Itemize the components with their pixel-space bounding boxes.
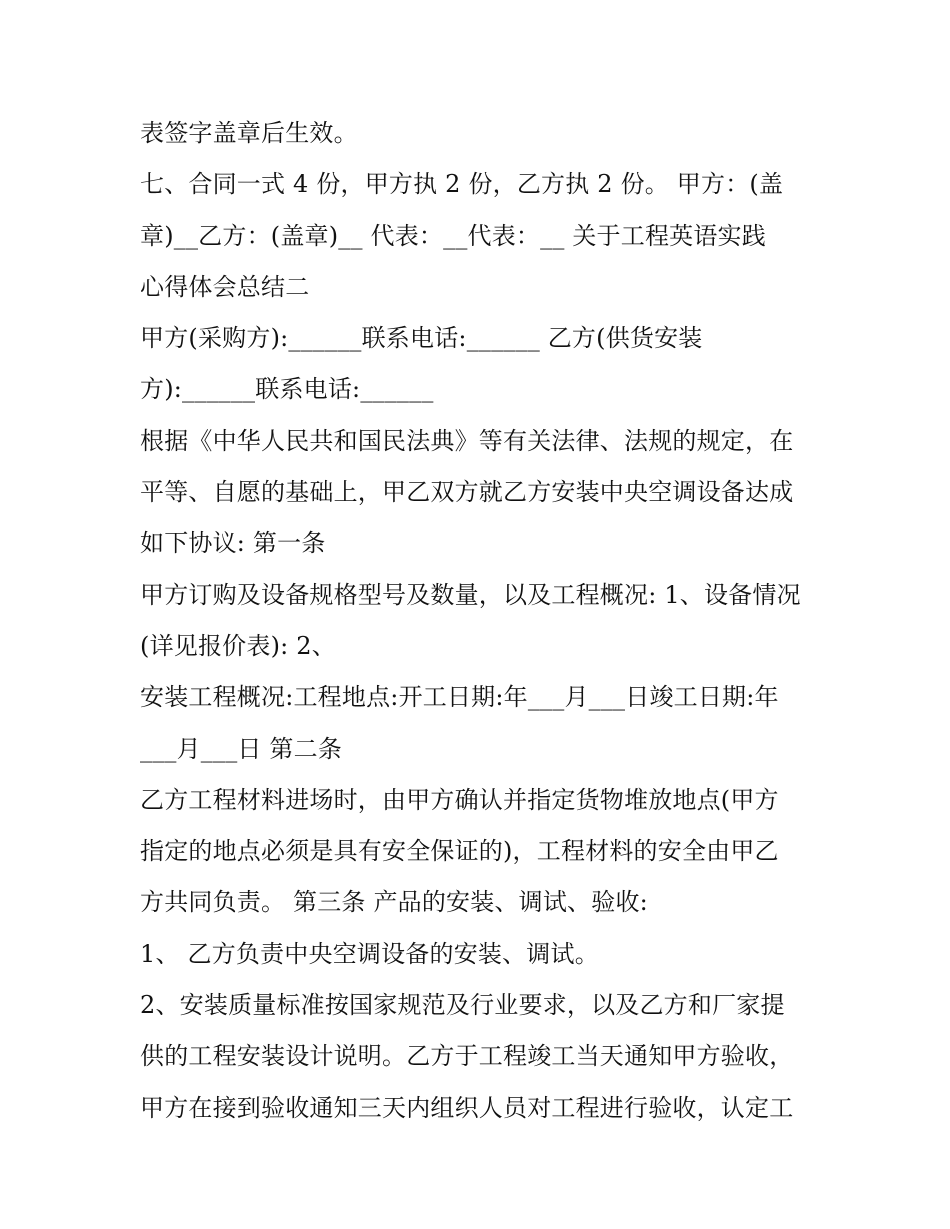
text-line: 甲方在接到验收通知三天内组织人员对工程进行验收，认定工 [140,1093,794,1122]
text-line: 指定的地点必须是具有安全保证的)，工程材料的安全由甲乙 [140,837,779,866]
text-line: 平等、自愿的基础上，甲乙双方就乙方安装中央空调设备达成 [140,478,794,507]
text-line: 心得体会总结二 [140,272,310,301]
text-line: 章)__乙方：(盖章)__ 代表：__代表：__ 关于工程英语实践 [140,221,766,250]
text-line: 方):______联系电话:______ [140,375,434,404]
text-line: 方共同负责。 第三条 产品的安装、调试、验收: [140,888,648,917]
text-line: 根据《中华人民共和国民法典》等有关法律、法规的规定，在 [140,426,794,455]
text-line: 2、安装质量标准按国家规范及行业要求，以及乙方和厂家提 [140,991,785,1020]
text-line: 表签字盖章后生效。 [140,119,358,147]
text-line: (详见报价表): 2、 [140,631,336,660]
text-line: 如下协议: 第一条 [140,529,326,558]
text-line: 七、合同一式 4 份，甲方执 2 份，乙方执 2 份。 甲方：(盖 [140,170,784,199]
text-line: 安装工程概况:工程地点:开工日期:年___月___日竣工日期:年 [140,683,779,712]
contract-text-body [140,108,820,1134]
text-line: 甲方订购及设备规格型号及数量，以及工程概况: 1、设备情况 [140,580,801,609]
text-line: ___月___日 第二条 [140,734,343,763]
text-line: 1、 乙方负责中央空调设备的安装、调试。 [140,939,599,968]
text-line: 甲方(采购方):______联系电话:______ 乙方(供货安装 [140,324,703,353]
text-line: 供的工程安装设计说明。乙方于工程竣工当天通知甲方验收， [140,1042,794,1071]
text-line: 乙方工程材料进场时，由甲方确认并指定货物堆放地点(甲方 [140,785,779,814]
